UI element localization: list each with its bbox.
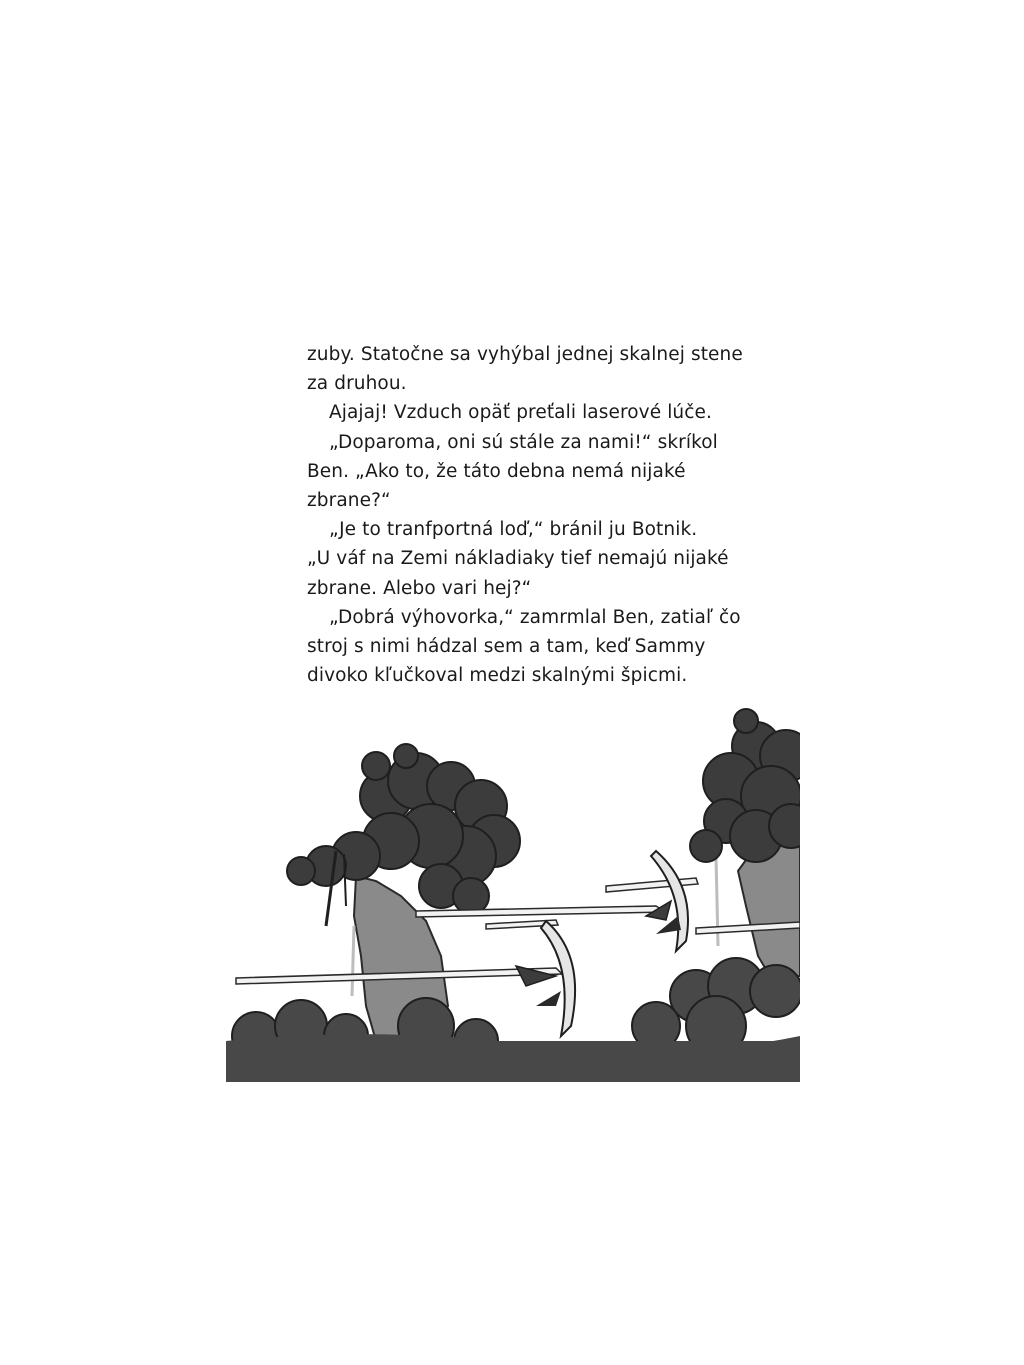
text-line: „U váf na Zemi nákladiaky tief nemajú nijaké xyxy=(307,548,729,570)
text-line: zuby. Statočne sa vyhýbal jednej skalnej stene xyxy=(307,344,743,365)
illustration xyxy=(226,706,800,1082)
text-line: Ben. „Ako to, že táto debna nemá nijaké xyxy=(307,460,686,482)
text-line: stroj s nimi hádzal sem a tam, keď Sammy xyxy=(307,636,706,658)
story-text xyxy=(307,340,743,690)
text-line: za druhou. xyxy=(307,373,407,395)
text-line: „Je to tranfportná loď,“ bránil ju Botnik. xyxy=(329,519,698,541)
text-line: zbrane?“ xyxy=(307,490,391,512)
text-line: „Dobrá výhovorka,“ zamrmlal Ben, zatiaľ čo xyxy=(329,606,741,628)
left-waterfall xyxy=(352,926,354,996)
illustration-svg xyxy=(226,706,800,1082)
text-line: „Doparoma, oni sú stále za nami!“ skríkol xyxy=(329,431,718,453)
text-line: Ajajaj! Vzduch opäť preťali laserové lúče. xyxy=(329,402,712,424)
text-line: zbrane. Alebo vari hej?“ xyxy=(307,577,532,599)
text-line: divoko kľučkoval medzi skalnými špicmi. xyxy=(307,665,688,687)
